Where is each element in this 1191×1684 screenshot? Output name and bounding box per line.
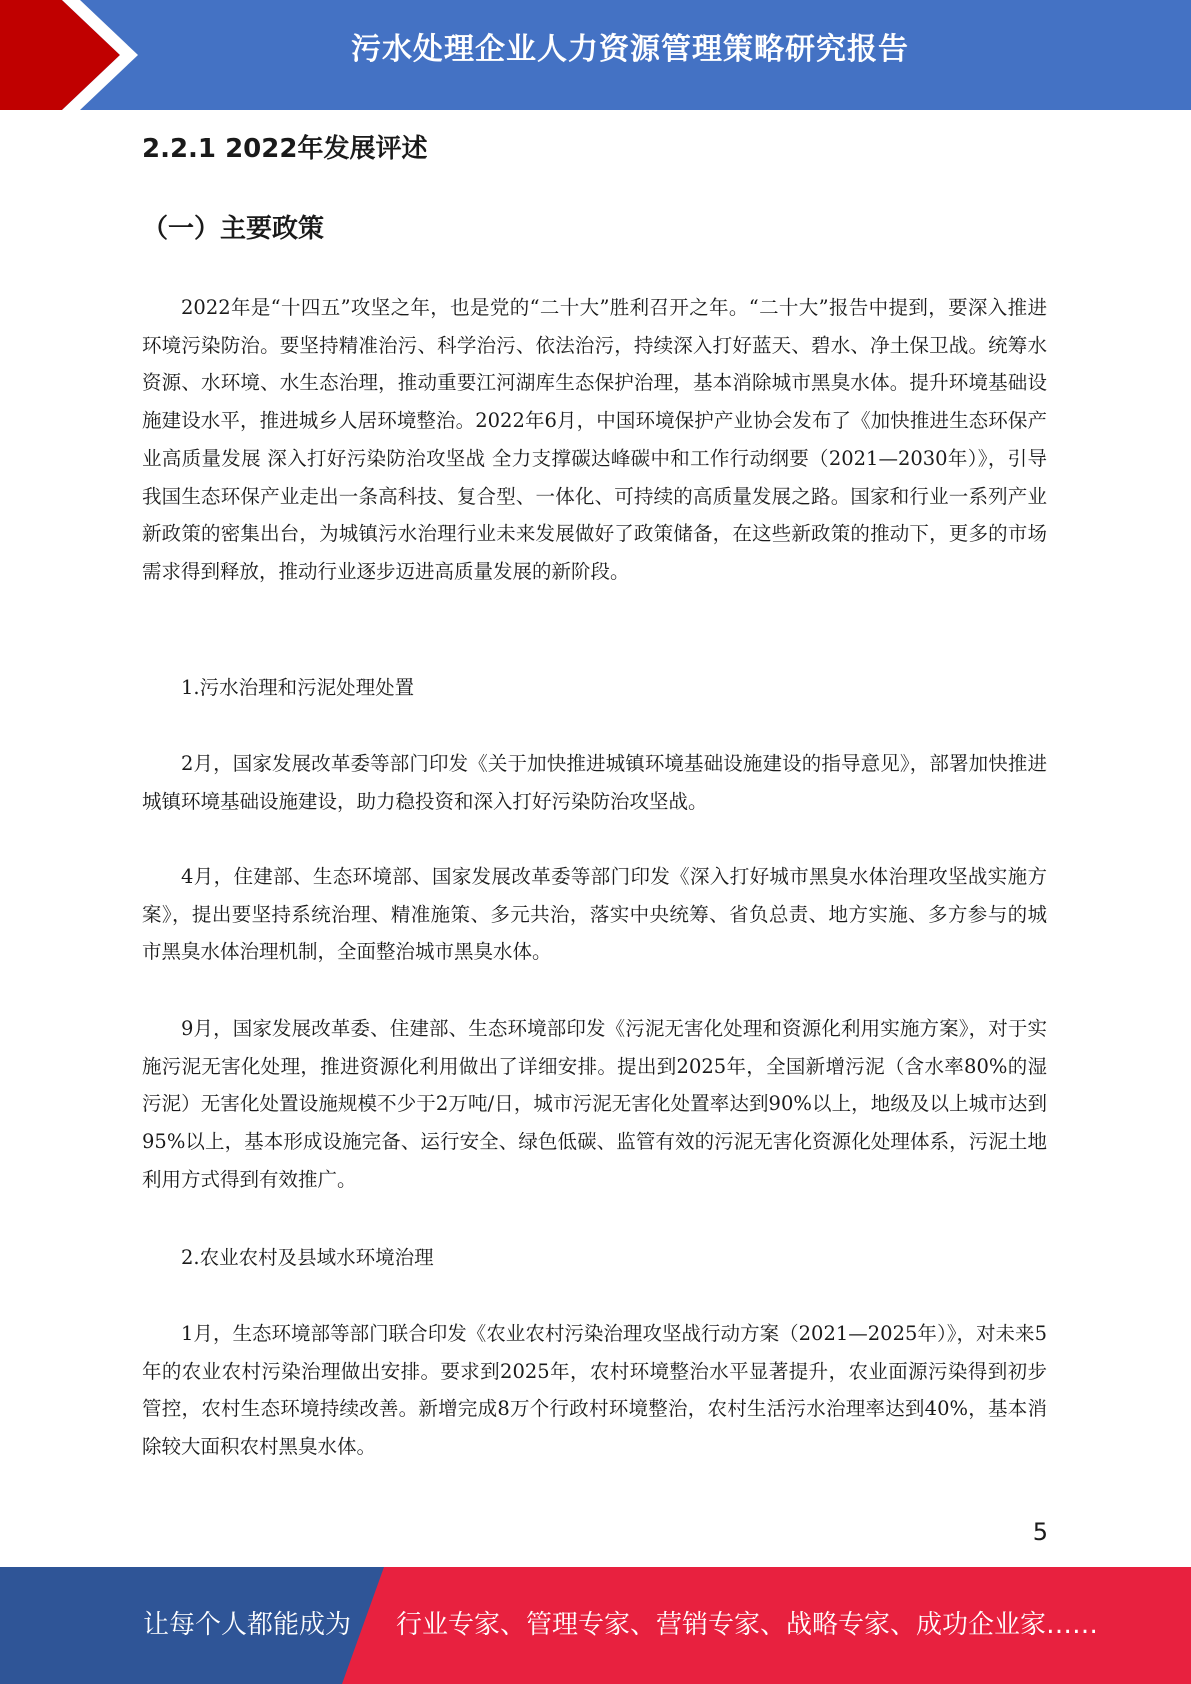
page-footer xyxy=(0,1567,1191,1684)
subsection-heading: （一）主要政策 xyxy=(142,214,325,244)
policy-paragraph-apr: 4月，住建部、生态环境部、国家发展改革委等部门印发《深入打好城市黑臭水体治理攻坚战实施方案》，提出要坚持系统治理、精准施策、多元共治，落实中央统筹、省负总责、地方实施、多方参与的城市黑臭水体治理机制，全面整治城市黑臭水体。 xyxy=(142,865,1047,964)
section-heading: 2.2.1 2022年发展评述 xyxy=(142,134,428,164)
policy-paragraph-sep: 9月，国家发展改革委、住建部、生态环境部印发《污泥无害化处理和资源化利用实施方案》，对于实施污泥无害化处理，推进资源化利用做出了详细安排。提出到2025年，全国新增污泥（含水率80%的湿污泥）无害化处置设施规模不少于2万吨/日，城市污泥无害化处置率达到90%以上，地级及以上城市达到95%以上，基本形成设施完备、运行安全、绿色低碳、监管有效的污泥无害化资源化处理体系，污泥土地利用方式得到有效推广。 xyxy=(142,1017,1047,1191)
page-number: 5 xyxy=(1032,1518,1048,1546)
header-arrow-decoration xyxy=(0,0,160,110)
footer-slogan-right: 行业专家、管理专家、营销专家、战略专家、成功企业家…… xyxy=(396,1610,1099,1640)
report-title: 污水处理企业人力资源管理策略研究报告 xyxy=(351,32,909,67)
footer-slogan-left: 让每个人都能成为 xyxy=(143,1610,352,1640)
list-heading-2: 2.农业农村及县域水环境治理 xyxy=(181,1246,434,1269)
policy-paragraph-feb: 2月，国家发展改革委等部门印发《关于加快推进城镇环境基础设施建设的指导意见》，部署加快推进城镇环境基础设施建设，助力稳投资和深入打好污染防治攻坚战。 xyxy=(142,752,1047,813)
intro-paragraph: 2022年是“十四五”攻坚之年，也是党的“二十大”胜利召开之年。“二十大”报告中提到，要深入推进环境污染防治。要坚持精准治污、科学治污、依法治污，持续深入打好蓝天、碧水、净土保卫战。统筹水资源、水环境、水生态治理，推动重要江河湖库生态保护治理，基本消除城市黑臭水体。提升环境基础设施建设水平，推进城乡人居环境整治。2022年6月，中国环境保护产业协会发布了《加快推进生态环保产业高质量发展 深入打好污染防治攻坚战 全力支撑碳达峰碳中和工作行动纲要（2021—2030年）》，引导我国生态环保产业走出一条高科技、复合型、一体化、可持续的高质量发展之路。国家和行业一系列产业新政策的密集出台，为城镇污水治理行业未来发展做好了政策储备，在这些新政策的推动下，更多的市场需求得到释放，推动行业逐步迈进高质量发展的新阶段。 xyxy=(142,296,1047,583)
list-heading-1: 1.污水治理和污泥处理处置 xyxy=(181,676,415,699)
policy-paragraph-jan: 1月，生态环境部等部门联合印发《农业农村污染治理攻坚战行动方案（2021—2025年）》，对未来5年的农业农村污染治理做出安排。要求到2025年，农村环境整治水平显著提升，农业面源污染得到初步管控，农村生态环境持续改善。新增完成8万个行政村环境整治，农村生活污水治理率达到40%，基本消除较大面积农村黑臭水体。 xyxy=(142,1322,1047,1459)
page-header xyxy=(0,0,1191,110)
